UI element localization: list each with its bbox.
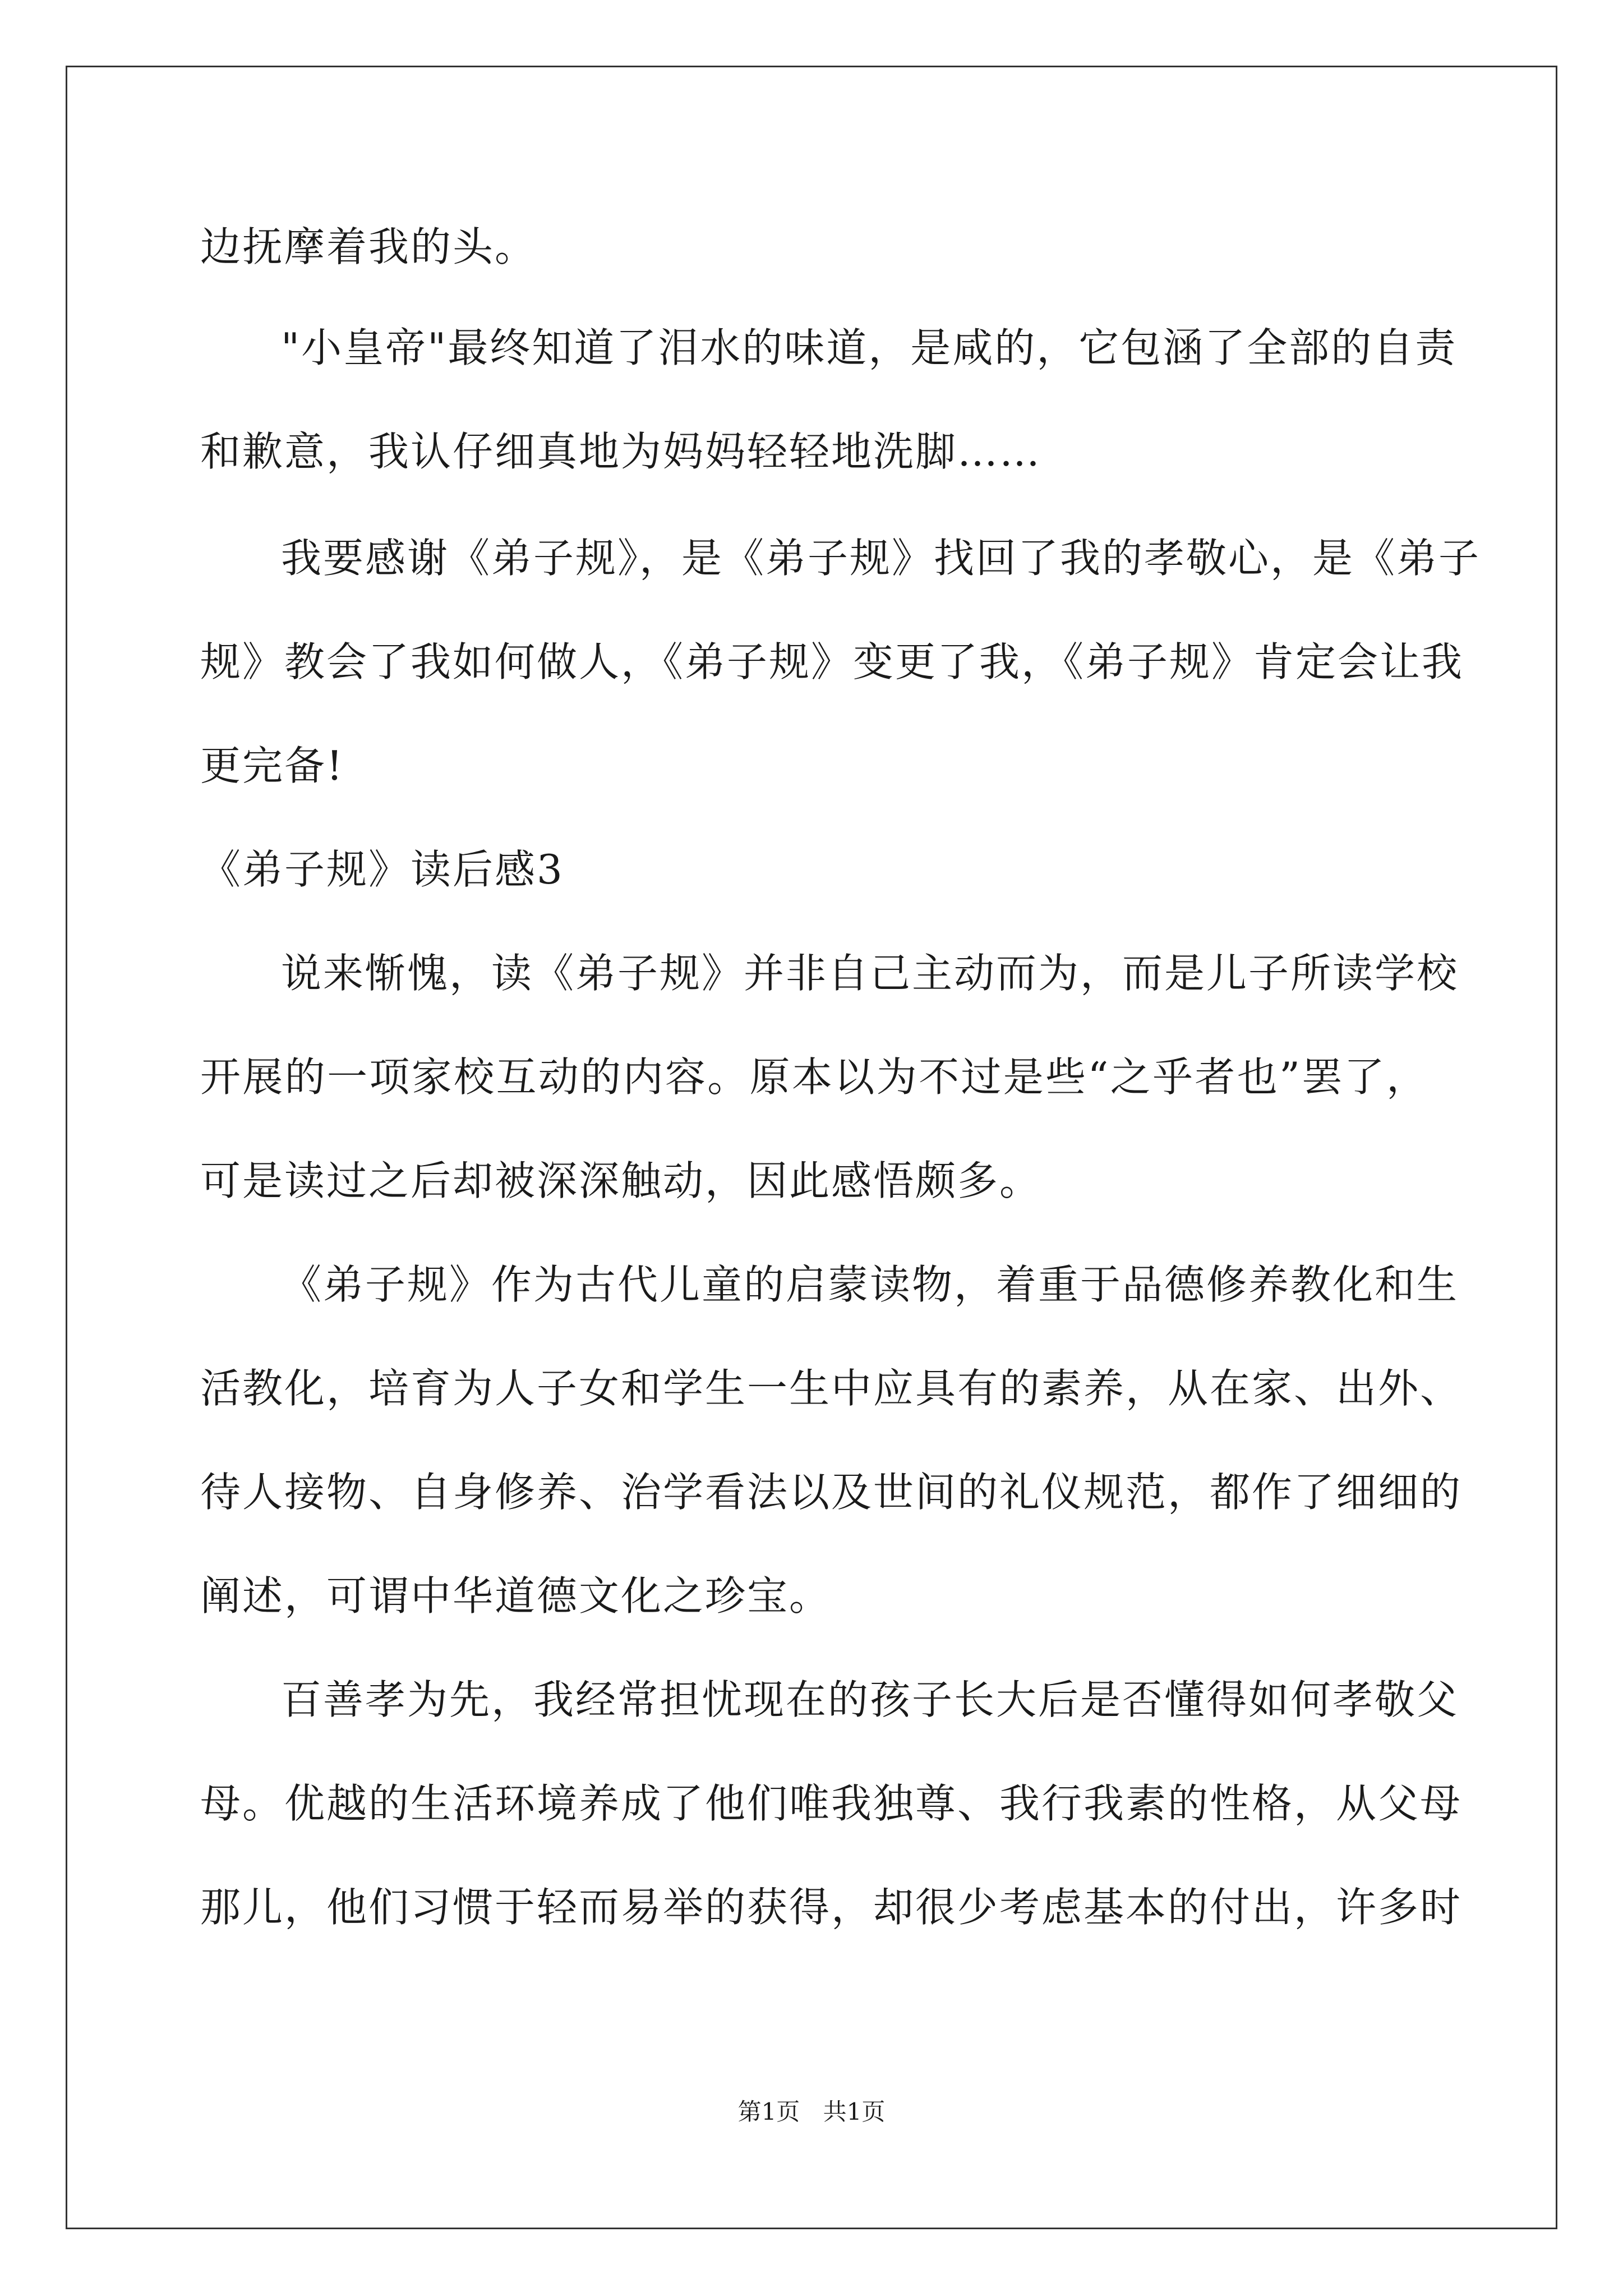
page-total: 共1页: [823, 2098, 886, 2125]
text-line: 可是读过之后却被深深触动，因此感悟颇多。: [200, 1157, 1042, 1204]
page-number: 第1页: [737, 2098, 800, 2125]
section-heading: 《弟子规》读后感3: [200, 846, 564, 893]
text-line: 说来惭愧，读《弟子规》并非自己主动而为，而是儿子所读学校: [281, 950, 1459, 997]
page-footer: [0, 2095, 1623, 2129]
text-line: 《弟子规》作为古代儿童的启蒙读物，着重于品德修养教化和生: [281, 1261, 1459, 1308]
text-line: "小皇帝"最终知道了泪水的味道，是咸的，它包涵了全部的自责: [281, 324, 1458, 371]
text-line: 那儿，他们习惯于轻而易举的获得，却很少考虑基本的付出，许多时: [200, 1884, 1463, 1931]
text-line: 和歉意，我认仔细真地为妈妈轻轻地洗脚……: [200, 428, 1042, 475]
text-line: 百善孝为先，我经常担忧现在的孩子长大后是否懂得如何孝敬父: [281, 1676, 1459, 1723]
text-line: 我要感谢《弟子规》，是《弟子规》找回了我的孝敬心，是《弟子: [281, 535, 1481, 582]
text-line: 更完备!: [200, 742, 344, 789]
text-line: 规》教会了我如何做人，《弟子规》变更了我，《弟子规》肯定会让我: [200, 638, 1464, 685]
text-line: 开展的一项家校互动的内容。原本以为不过是些“之乎者也”罢了，: [200, 1053, 1428, 1101]
text-line: 阐述，可谓中华道德文化之珍宝。: [200, 1572, 832, 1619]
text-line: 边抚摩着我的头。: [200, 223, 537, 270]
text-line: 母。优越的生活环境养成了他们唯我独尊、我行我素的性格，从父母: [200, 1780, 1463, 1827]
text-line: 活教化，培育为人子女和学生一生中应具有的素养，从在家、出外、: [200, 1365, 1463, 1412]
text-line: 待人接物、自身修养、治学看法以及世间的礼仪规范，都作了细细的: [200, 1469, 1463, 1516]
